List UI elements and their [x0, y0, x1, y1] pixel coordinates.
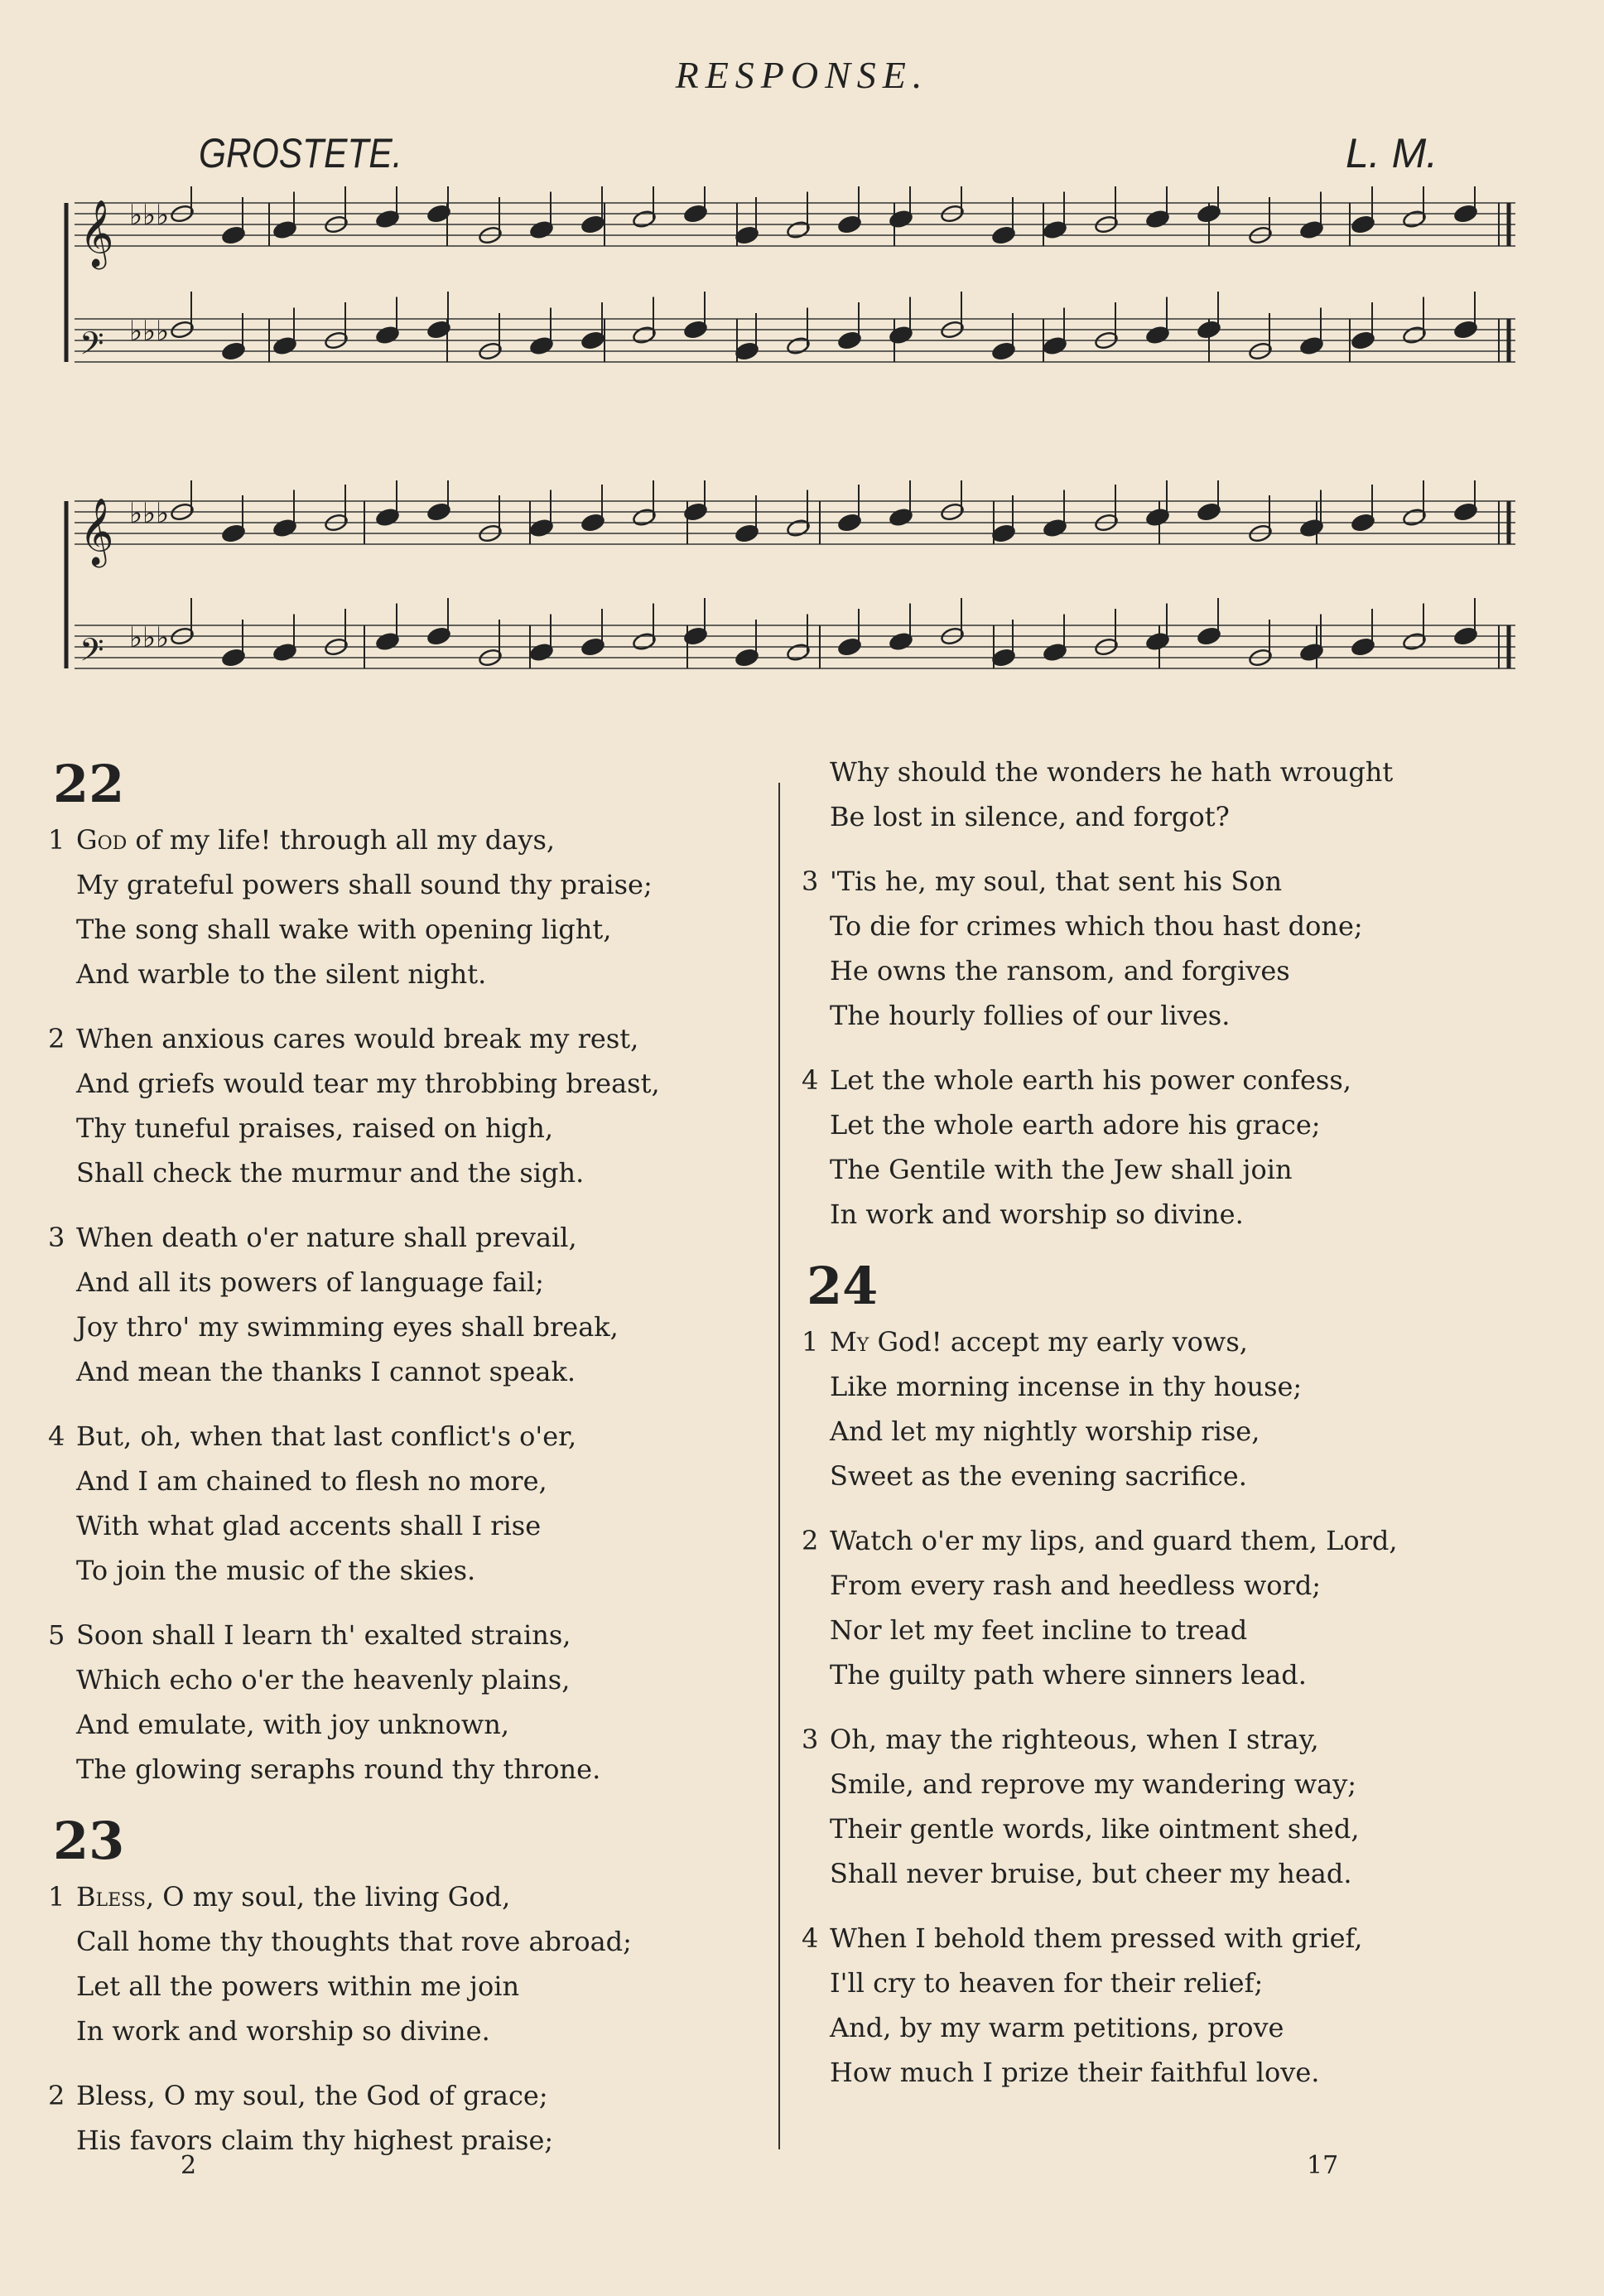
verse-text: The glowing seraphs round thy throne.: [76, 1753, 601, 1785]
verse-text: Watch o'er my lips, and guard them, Lord,: [830, 1525, 1398, 1556]
verse-text: When I behold them pressed with grief,: [830, 1922, 1363, 1954]
verse-line: [795, 1454, 1524, 1498]
small-caps-word: My: [830, 1326, 878, 1358]
verse-line: [41, 1548, 770, 1593]
stanza-number: 4: [48, 1421, 65, 1452]
verse-text: 'Tis he, my soul, that sent his Son: [830, 866, 1283, 897]
verse-line: [41, 1613, 770, 1657]
verse-line: [41, 1349, 770, 1394]
verse-line: [41, 2073, 770, 2118]
verse-text: And, by my warm petitions, prove: [830, 2012, 1284, 2043]
key-signature-flats: ♭♭♭: [129, 199, 170, 232]
verse-line: [795, 1102, 1524, 1147]
left-column: [41, 750, 770, 2183]
column-divider: [778, 783, 780, 2149]
verse-text: When anxious cares would break my rest,: [76, 1023, 639, 1054]
small-caps-word: God: [76, 824, 136, 856]
verse-line: [795, 1192, 1524, 1237]
verse-line: [795, 948, 1524, 993]
stanza-number: 1: [48, 824, 65, 856]
verse-text: Joy thro' my swimming eyes shall break,: [76, 1311, 619, 1343]
verse-text: And let my nightly worship rise,: [830, 1416, 1260, 1447]
verse-text: My grateful powers shall sound thy praise;: [76, 869, 653, 900]
verse-text: Soon shall I learn th' exalted strains,: [76, 1619, 571, 1651]
verse-text: Like morning incense in thy house;: [830, 1371, 1303, 1402]
verse-line: [41, 1106, 770, 1150]
verse-line: [795, 859, 1524, 904]
right-column: [795, 750, 1524, 2115]
verse-line: [41, 1215, 770, 1260]
music-score-system-1: [58, 186, 1524, 427]
stanza-number: 3: [48, 1222, 65, 1253]
stanza-number: 2: [802, 1525, 819, 1556]
verse-text: To join the music of the skies.: [76, 1555, 476, 1586]
stanza-number: 2: [48, 1023, 65, 1054]
verse-text: Oh, may the righteous, when I stray,: [830, 1724, 1319, 1755]
verse-line: [41, 1305, 770, 1349]
verse-text: And griefs would tear my throbbing breast,: [76, 1068, 660, 1099]
verse-line: [795, 993, 1524, 1038]
verse-line: [41, 1061, 770, 1106]
stanza-number: 1: [802, 1326, 819, 1358]
stanza: [795, 1319, 1524, 1498]
verse-text: The guilty path where sinners lead.: [830, 1659, 1307, 1691]
verse-text: Shall check the murmur and the sigh.: [76, 1157, 585, 1189]
verse-text: His favors claim thy highest praise;: [76, 2125, 554, 2156]
music-score-system-2: [58, 480, 1524, 729]
verse-text: In work and worship so divine.: [76, 2015, 490, 2047]
hymn-number: 23: [53, 1811, 125, 1871]
verse-text: And warble to the silent night.: [76, 958, 487, 990]
stanza: [795, 1518, 1524, 1697]
verse-line: [41, 2009, 770, 2053]
verse-line: [41, 1260, 770, 1305]
bass-clef-icon: 𝄢: [79, 325, 104, 369]
verse-line: [795, 1518, 1524, 1563]
verse-line: [41, 1964, 770, 2009]
verse-text: And mean the thanks I cannot speak.: [76, 1356, 576, 1387]
verse-line: [795, 1652, 1524, 1697]
stanza: [41, 818, 770, 996]
stanza-number: 4: [802, 1922, 819, 1954]
verse-line: [795, 1916, 1524, 1961]
stanza-number: 4: [802, 1064, 819, 1096]
verse-line: [41, 818, 770, 862]
verse-text: of my life! through all my days,: [135, 824, 556, 856]
hymn-number: 22: [53, 754, 125, 814]
verse-text: Let the whole earth adore his grace;: [830, 1109, 1321, 1141]
music-system-1: [58, 186, 1524, 427]
verse-line: [41, 862, 770, 907]
small-caps-word: Bless,: [76, 1881, 163, 1913]
stanza: [41, 2073, 770, 2163]
verse-line: [41, 1503, 770, 1548]
stanza-number: 3: [802, 866, 819, 897]
verse-line: [795, 1058, 1524, 1102]
tune-meter: L. M.: [1346, 130, 1438, 176]
verse-text: He owns the ransom, and forgives: [830, 955, 1290, 986]
verse-line: [795, 1608, 1524, 1652]
stanza-number: 2: [48, 2080, 65, 2111]
stanza: [41, 1874, 770, 2053]
verse-text: The Gentile with the Jew shall join: [830, 1154, 1293, 1185]
verse-line: [795, 1563, 1524, 1608]
verse-line: [41, 1016, 770, 1061]
verse-text: But, oh, when that last conflict's o'er,: [76, 1421, 577, 1452]
verse-line: [41, 1657, 770, 1702]
verse-line: [41, 1702, 770, 1747]
stanza: [41, 1414, 770, 1593]
verse-line: [795, 1717, 1524, 1762]
stanza: [795, 859, 1524, 1038]
treble-clef-icon: 𝄞: [79, 497, 114, 565]
verse-text: From every rash and heedless word;: [830, 1570, 1322, 1601]
stanza-number: 1: [48, 1881, 65, 1913]
stanza: [41, 1613, 770, 1792]
stanza: [795, 1058, 1524, 1237]
music-system-2: [58, 480, 1524, 729]
verse-text: When death o'er nature shall prevail,: [76, 1222, 577, 1253]
treble-clef-icon: 𝄞: [79, 199, 114, 267]
verse-text: In work and worship so divine.: [830, 1199, 1244, 1230]
continued-stanza: [795, 750, 1524, 839]
verse-text: Shall never bruise, but cheer my head.: [830, 1858, 1352, 1889]
verse-line: [795, 904, 1524, 948]
verse-line: [41, 1150, 770, 1195]
verse-line: [41, 2118, 770, 2163]
verse-line: [795, 1409, 1524, 1454]
verse-text: Call home thy thoughts that rove abroad;: [76, 1926, 632, 1957]
verse-text: O my soul, the living God,: [162, 1881, 511, 1913]
verse-text: Which echo o'er the heavenly plains,: [76, 1664, 571, 1695]
verse-line: [795, 2005, 1524, 2050]
verse-line: [795, 1762, 1524, 1806]
verse-line: [41, 1747, 770, 1792]
stanza: [795, 1717, 1524, 1896]
stanza: [41, 1215, 770, 1394]
verse-line: [795, 1806, 1524, 1851]
verse-line: [41, 907, 770, 952]
verse-text: Let all the powers within me join: [76, 1970, 520, 2002]
verse-line: [795, 2050, 1524, 2095]
verse-text: Their gentle words, like ointment shed,: [830, 1813, 1360, 1845]
verse-line: Be lost in silence, and forgot?: [830, 801, 1230, 832]
verse-text: I'll cry to heaven for their relief;: [830, 1967, 1264, 1999]
key-signature-flats: ♭♭♭: [129, 497, 170, 530]
verse-line: [795, 1319, 1524, 1364]
verse-line: [41, 1414, 770, 1459]
verse-text: Thy tuneful praises, raised on high,: [76, 1112, 554, 1144]
verse-text: Smile, and reprove my wandering way;: [830, 1768, 1357, 1800]
verse-text: How much I prize their faithful love.: [830, 2057, 1320, 2088]
signature-mark: 2: [181, 2151, 197, 2180]
page-header: RESPONSE.: [675, 54, 929, 96]
verse-text: The song shall wake with opening light,: [76, 914, 612, 945]
key-signature-flats: ♭♭♭: [129, 621, 170, 654]
verse-text: To die for crimes which thou hast done;: [830, 910, 1363, 942]
verse-line: [41, 1874, 770, 1919]
verse-text: Bless, O my soul, the God of grace;: [76, 2080, 548, 2111]
bass-clef-icon: 𝄢: [79, 631, 104, 676]
verse-text: The hourly follies of our lives.: [830, 1000, 1231, 1031]
tune-name: GROSTETE.: [199, 130, 402, 176]
verse-line: [41, 1919, 770, 1964]
verse-line: [41, 1459, 770, 1503]
key-signature-flats: ♭♭♭: [129, 315, 170, 348]
verse-text: God! accept my early vows,: [877, 1326, 1248, 1358]
verse-text: Let the whole earth his power confess,: [830, 1064, 1351, 1096]
stanza: [41, 1016, 770, 1195]
verse-line: [795, 1364, 1524, 1409]
verse-line: [795, 1147, 1524, 1192]
stanza-number: 3: [802, 1724, 819, 1755]
verse-text: Sweet as the evening sacrifice.: [830, 1460, 1247, 1492]
verse-line: [795, 1851, 1524, 1896]
verse-text: Nor let my feet incline to tread: [830, 1614, 1248, 1646]
verse-line: [795, 1961, 1524, 2005]
stanza: [795, 1916, 1524, 2095]
verse-text: And emulate, with joy unknown,: [76, 1709, 510, 1740]
verse-text: With what glad accents shall I rise: [76, 1510, 542, 1541]
verse-text: And all its powers of language fail;: [76, 1266, 544, 1298]
verse-line: Why should the wonders he hath wrought: [830, 756, 1394, 788]
verse-text: And I am chained to flesh no more,: [76, 1465, 547, 1497]
page-number: 17: [1307, 2151, 1339, 2180]
stanza-number: 5: [48, 1619, 65, 1651]
verse-line: [41, 952, 770, 996]
hymn-number: 24: [807, 1256, 879, 1316]
